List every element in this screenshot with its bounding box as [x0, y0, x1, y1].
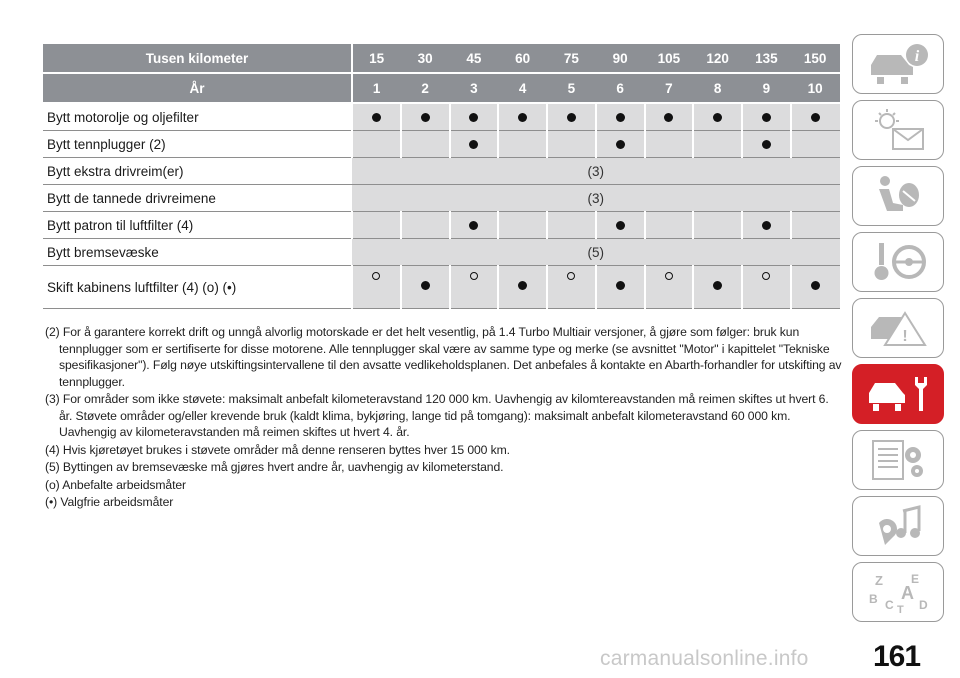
schedule-cell: [547, 131, 596, 158]
scheduled-dot-icon: [811, 113, 820, 122]
header-year-cell: 4: [498, 73, 547, 103]
table-row: [43, 266, 840, 309]
schedule-cell: [352, 266, 401, 309]
row-label: Bytt patron til luftfilter (4): [43, 212, 352, 239]
table-row: [43, 158, 840, 185]
watermark: carmanualsonline.info: [600, 647, 809, 670]
row-label: Bytt de tannede drivreimene: [43, 185, 352, 212]
footnote: (•) Valgfrie arbeidsmåter: [45, 495, 174, 509]
schedule-cell: [596, 212, 645, 239]
schedule-cell: [645, 131, 694, 158]
chapter-tab-alphabet-index[interactable]: [852, 562, 944, 622]
schedule-cell: [742, 212, 791, 239]
chapter-tab-car-breakdown[interactable]: [852, 298, 944, 358]
schedule-cell: [742, 266, 791, 309]
schedule-cell: [693, 266, 742, 309]
row-label: Bytt ekstra drivreim(er): [43, 158, 352, 185]
schedule-cell: [547, 212, 596, 239]
header-year-cell: 7: [645, 73, 694, 103]
schedule-cell: [498, 212, 547, 239]
schedule-cell: [791, 266, 840, 309]
table-row: [43, 212, 840, 239]
schedule-cell: [547, 266, 596, 309]
footnote: (3) For områder som ikke støvete: maksimalt anbefalt kilometeravstand 120 000 km. Uavhengig av kilomtereavstanden må reimen skiftes ut hvert 6. år. Støvete områder og/eller krevende bruk (kaldt klima, bykjøring, lange tid på tomgang): maksimalt anbefalt kilometeravstand 60 000 km. Uavhengig av kilometeravstanden må reimen skiftes ut hvert 4. år.: [45, 392, 829, 439]
schedule-body: [43, 103, 840, 309]
schedule-cell: [498, 266, 547, 309]
schedule-cell: [791, 103, 840, 131]
chapter-tab-key-steering-wheel[interactable]: [852, 232, 944, 292]
schedule-cell: [401, 103, 450, 131]
schedule-cell: [450, 103, 499, 131]
schedule-cell: [498, 131, 547, 158]
header-row-year: [43, 73, 840, 103]
schedule-cell: [352, 103, 401, 131]
schedule-cell: [693, 131, 742, 158]
svg-text:i: i: [914, 48, 920, 65]
scheduled-dot-icon: [762, 221, 771, 230]
header-year-cell: 1: [352, 73, 401, 103]
recommended-ring-icon: [665, 272, 673, 280]
scheduled-dot-icon: [664, 113, 673, 122]
footnote: (2) For å garantere korrekt drift og unngå alvorlig motorskade er det helt vesentlig, på 1.4 Turbo Multiair versjoner, å gjøre som følger: bruk kun tennplugger som er sertifiserte for disse motorene. Alle tennplugger skal være av samme type og merke (se avsnittet "Motor" i kapittelet "Tekniske spesifikasjoner"). Følg nøye utskiftingsintervallene til den avsatte vedlikeholdsplanen. Det anbefales å kontakte en Abarth-forhandler for utskifting av tennplugger.: [45, 325, 842, 389]
header-row-km: [43, 44, 840, 73]
row-label: Skift kabinens luftfilter (4) (o) (•): [43, 266, 352, 309]
scheduled-dot-icon: [372, 113, 381, 122]
header-km-cell: 150: [791, 44, 840, 73]
chapter-tab-warning-light-message[interactable]: [852, 100, 944, 160]
table-row: [43, 185, 840, 212]
table-row: [43, 239, 840, 266]
schedule-cell: [450, 131, 499, 158]
schedule-cell: [742, 131, 791, 158]
car-info-icon: [863, 41, 933, 87]
chapter-tab-seat-airbag[interactable]: [852, 166, 944, 226]
header-year-cell: 8: [693, 73, 742, 103]
page-number: 161: [873, 640, 921, 673]
recommended-ring-icon: [372, 272, 380, 280]
svg-text:T: T: [897, 604, 904, 615]
specs-gears-icon: [863, 437, 933, 483]
svg-text:B: B: [869, 592, 878, 606]
schedule-cell: [352, 212, 401, 239]
chapter-tab-car-wrench[interactable]: [852, 364, 944, 424]
scheduled-dot-icon: [567, 113, 576, 122]
recommended-ring-icon: [470, 272, 478, 280]
schedule-cell: [791, 212, 840, 239]
car-wrench-icon: [863, 371, 933, 417]
schedule-cell: [401, 266, 450, 309]
schedule-cell: [450, 266, 499, 309]
header-year-cell: 10: [791, 73, 840, 103]
row-note-reference: (5): [352, 239, 840, 266]
row-label: Bytt motorolje og oljefilter: [43, 103, 352, 131]
schedule-cell: [645, 103, 694, 131]
row-label: Bytt bremsevæske: [43, 239, 352, 266]
footnote: (4) Hvis kjøretøyet brukes i støvete områder må denne renseren byttes hver 15 000 km.: [45, 442, 510, 457]
schedule-cell: [498, 103, 547, 131]
schedule-cell: [596, 131, 645, 158]
scheduled-dot-icon: [518, 281, 527, 290]
key-steering-wheel-icon: [863, 239, 933, 285]
row-label: Bytt tennplugger (2): [43, 131, 352, 158]
scheduled-dot-icon: [469, 113, 478, 122]
schedule-cell: [791, 131, 840, 158]
header-year-cell: 2: [401, 73, 450, 103]
row-note-reference: (3): [352, 158, 840, 185]
svg-text:E: E: [911, 572, 920, 586]
schedule-cell: [693, 103, 742, 131]
schedule-cell: [401, 131, 450, 158]
seat-airbag-icon: [863, 173, 933, 219]
schedule-cell: [742, 103, 791, 131]
header-km-cell: 60: [498, 44, 547, 73]
table-row: [43, 103, 840, 131]
schedule-cell: [645, 212, 694, 239]
schedule-cell: [596, 266, 645, 309]
schedule-cell: [547, 103, 596, 131]
header-year-label: År: [43, 73, 352, 103]
multimedia-music-icon: [863, 503, 933, 549]
schedule-cell: [693, 212, 742, 239]
scheduled-dot-icon: [762, 113, 771, 122]
schedule-cell: [450, 212, 499, 239]
header-year-cell: 5: [547, 73, 596, 103]
header-km-cell: 135: [742, 44, 791, 73]
scheduled-dot-icon: [616, 113, 625, 122]
scheduled-dot-icon: [616, 221, 625, 230]
svg-text:Z: Z: [875, 573, 883, 588]
header-km-cell: 120: [693, 44, 742, 73]
header-km-cell: 15: [352, 44, 401, 73]
row-note-reference: (3): [352, 185, 840, 212]
scheduled-dot-icon: [713, 281, 722, 290]
header-km-cell: 75: [547, 44, 596, 73]
car-breakdown-icon: [863, 305, 933, 351]
scheduled-dot-icon: [469, 140, 478, 149]
chapter-tab-multimedia-music[interactable]: [852, 496, 944, 556]
svg-text:!: !: [902, 328, 908, 345]
scheduled-dot-icon: [421, 113, 430, 122]
header-year-cell: 6: [596, 73, 645, 103]
footnote: (5) Byttingen av bremsevæske må gjøres hvert andre år, uavhengig av kilometerstand.: [45, 460, 504, 474]
header-km-cell: 30: [401, 44, 450, 73]
header-km-cell: 90: [596, 44, 645, 73]
table-row: [43, 131, 840, 158]
schedule-cell: [596, 103, 645, 131]
recommended-ring-icon: [762, 272, 770, 280]
scheduled-dot-icon: [421, 281, 430, 290]
scheduled-dot-icon: [469, 221, 478, 230]
schedule-cell: [352, 131, 401, 158]
svg-text:D: D: [919, 598, 928, 612]
header-year-cell: 3: [450, 73, 499, 103]
chapter-tab-car-info[interactable]: [852, 34, 944, 94]
schedule-cell: [401, 212, 450, 239]
warning-light-message-icon: [863, 107, 933, 153]
svg-text:A: A: [901, 583, 914, 603]
footnote: (o) Anbefalte arbeidsmåter: [45, 477, 187, 492]
header-year-cell: 9: [742, 73, 791, 103]
header-km-label: Tusen kilometer: [43, 44, 352, 73]
scheduled-dot-icon: [762, 140, 771, 149]
maintenance-schedule-table: [43, 44, 840, 309]
footnotes: [45, 324, 845, 512]
scheduled-dot-icon: [616, 140, 625, 149]
alphabet-index-icon: [863, 569, 933, 615]
svg-text:C: C: [885, 598, 894, 612]
header-km-cell: 105: [645, 44, 694, 73]
chapter-tab-specs-gears[interactable]: [852, 430, 944, 490]
scheduled-dot-icon: [616, 281, 625, 290]
schedule-cell: [645, 266, 694, 309]
recommended-ring-icon: [567, 272, 575, 280]
scheduled-dot-icon: [518, 113, 527, 122]
scheduled-dot-icon: [811, 281, 820, 290]
scheduled-dot-icon: [713, 113, 722, 122]
header-km-cell: 45: [450, 44, 499, 73]
